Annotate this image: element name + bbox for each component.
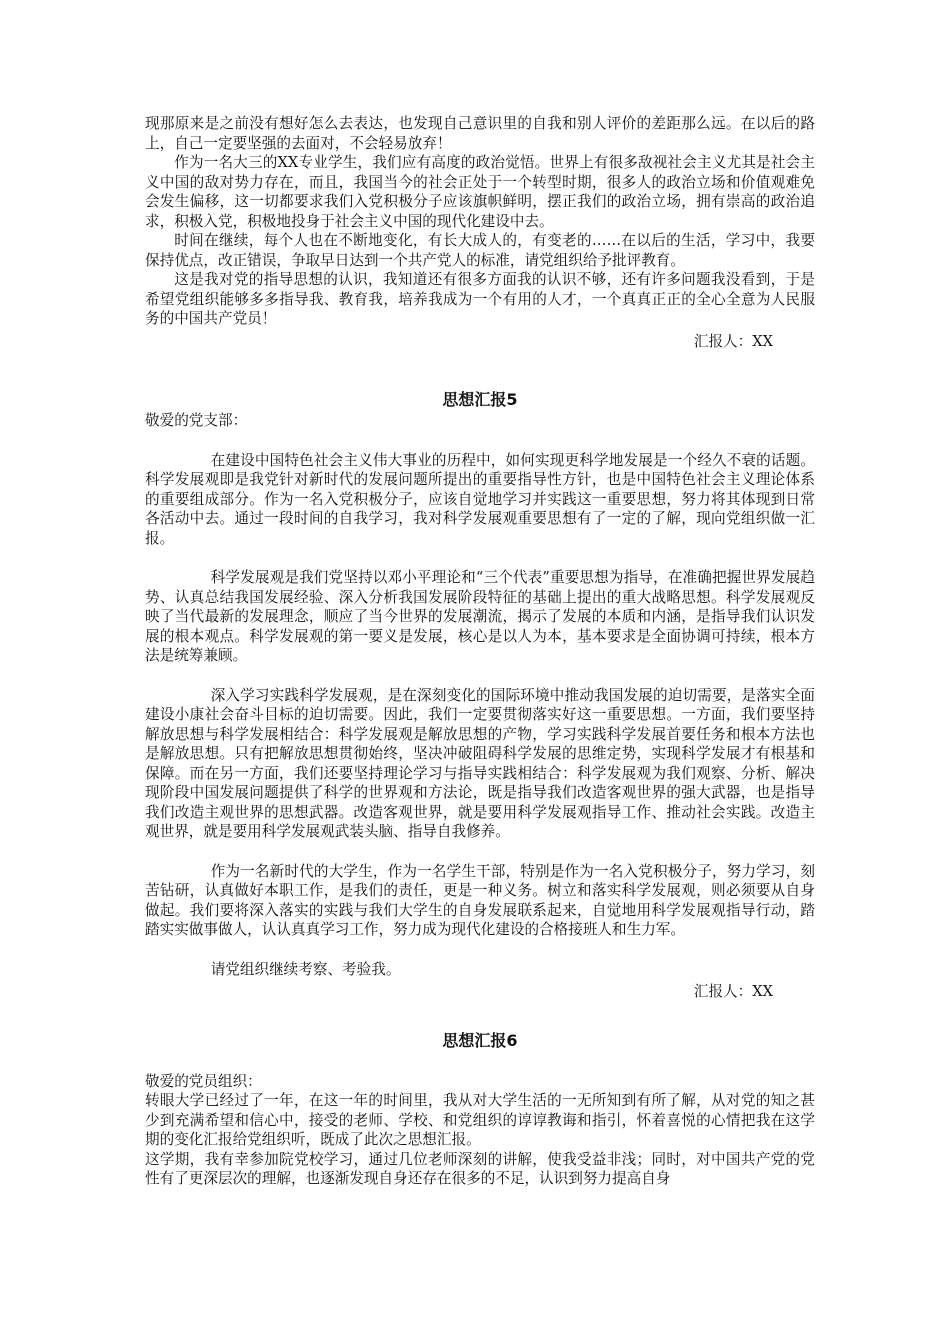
report-6-title: 思想汇报6 [442, 1030, 518, 1050]
salutation: 敬爱的党员组织： [145, 1072, 262, 1090]
paragraph: 转眼大学已经过了一年，在这一年的时间里，我从对大学生活的一无所知到有所了解，从对党的知之甚少到充满希望和信心中，接受的老师、学校、和党组织的谆谆教诲和指引，怀着喜悦的心情把我在这学期的变化汇报给党组织听，既成了此次之思想汇报。 [145, 1092, 815, 1148]
paragraph: 时间在继续，每个人也在不断地变化，有长大成人的，有变老的……在以后的生活，学习中，我要保持优点，改正错误，争取早日达到一个共产党人的标准，请党组织给予批评教育。 [145, 232, 815, 269]
signature: 汇报人：XX [693, 332, 773, 350]
signature: 汇报人：XX [693, 983, 773, 1000]
paragraph: 请党组织继续考察、考验我。 [210, 960, 401, 978]
paragraph: 作为一名大三的XX专业学生，我们应有高度的政治觉悟。世界上有很多敌视社会主义尤其是社会主义中国的敌对势力存在，而且，我国当今的社会正处于一个转型时期，很多人的政治立场和价值观难免会发生偏移，这一切都要求我们入党积极分子应该旗帜鲜明，摆正我们的政治立场，拥有崇高的政治追求，积极入党，积极地投身于社会主义中国的现代化建设中去。 [145, 154, 815, 230]
paragraph: 在建设中国特色社会主义伟大事业的历程中，如何实现更科学地发展是一个经久不衰的话题。科学发展观即是我党针对新时代的发展问题所提出的重要指导性方针，也是中国特色社会主义理论体系的重要组成部分。作为一名入党积极分子，应该自觉地学习并实践这一重要思想，努力将其体现到日常各活动中去。通过一段时间的自我学习，我对科学发展观重要思想有了一定的了解，现向党组织做一汇报。 [145, 451, 815, 547]
paragraph: 现那原来是之前没有想好怎么去表达，也发现自己意识里的自我和别人评价的差距那么远。在以后的路上，自己一定要坚强的去面对，不会轻易放弃！ [145, 115, 815, 152]
paragraph: 这是我对党的指导思想的认识，我知道还有很多方面我的认识不够，还有许多问题我没看到，于是希望党组织能够多多指导我、教育我，培养我成为一个有用的人才，一个真真正正的全心全意为人民服务的中国共产党员！ [145, 271, 815, 327]
document-body [145, 114, 815, 1189]
report-5-title: 思想汇报5 [442, 390, 518, 409]
paragraph: 这学期，我有幸参加院党校学习，通过几位老师深刻的讲解，使我受益非浅；同时，对中国共产党的党性有了更深层次的理解，也逐渐发现自身还存在很多的不足，认识到努力提高自身 [145, 1150, 815, 1187]
paragraph: 科学发展观是我们党坚持以邓小平理论和“三个代表”重要思想为指导，在准确把握世界发展趋势、认真总结我国发展经验、深入分析我国发展阶段特征的基础上提出的重大战略思想。科学发展观反映了当代最新的发展理念，顺应了当今世界的发展潮流，揭示了发展的本质和内涵，是指导我们认识发展的根本观点。科学发展观的第一要义是发展，核心是以人为本，基本要求是全面协调可持续，根本方法是统筹兼顾。 [145, 569, 815, 664]
paragraph: 深入学习实践科学发展观，是在深刻变化的国际环境中推动我国发展的迫切需要，是落实全面建设小康社会奋斗目标的迫切需要。因此，我们一定要贯彻落实好这一重要思想。一方面，我们要坚持解放思想与科学发展相结合：科学发展观是解放思想的产物，学习实践科学发展首要任务和根本方法也是解放思想。只有把解放思想贯彻始终，坚决冲破阻碍科学发展的思维定势，实现科学发展才有根基和保障。而在另一方面，我们还要坚持理论学习与指导实践相结合：科学发展观为我们观察、分析、解决现阶段中国发展问题提供了科学的世界观和方法论，既是指导我们改造客观世界的强大武器，也是指导我们改造主观世界的思想武器。改造客观世界，就是要用科学发展观指导工作、推动社会实践。改造主观世界，就是要用科学发展观武装头脑、指导自我修养。 [145, 686, 815, 840]
paragraph: 作为一名新时代的大学生，作为一名学生干部，特别是作为一名入党积极分子，努力学习，刻苦钻研，认真做好本职工作，是我们的责任，更是一种义务。树立和落实科学发展观，则必须要从自身做起。我们要将深入落实的实践与我们大学生的自身发展联系起来，自觉地用科学发展观指导行动，踏踏实实做事做人，认认真真学习工作，努力成为现代化建设的合格接班人和生力军。 [145, 862, 815, 938]
salutation: 敬爱的党支部： [145, 412, 248, 429]
